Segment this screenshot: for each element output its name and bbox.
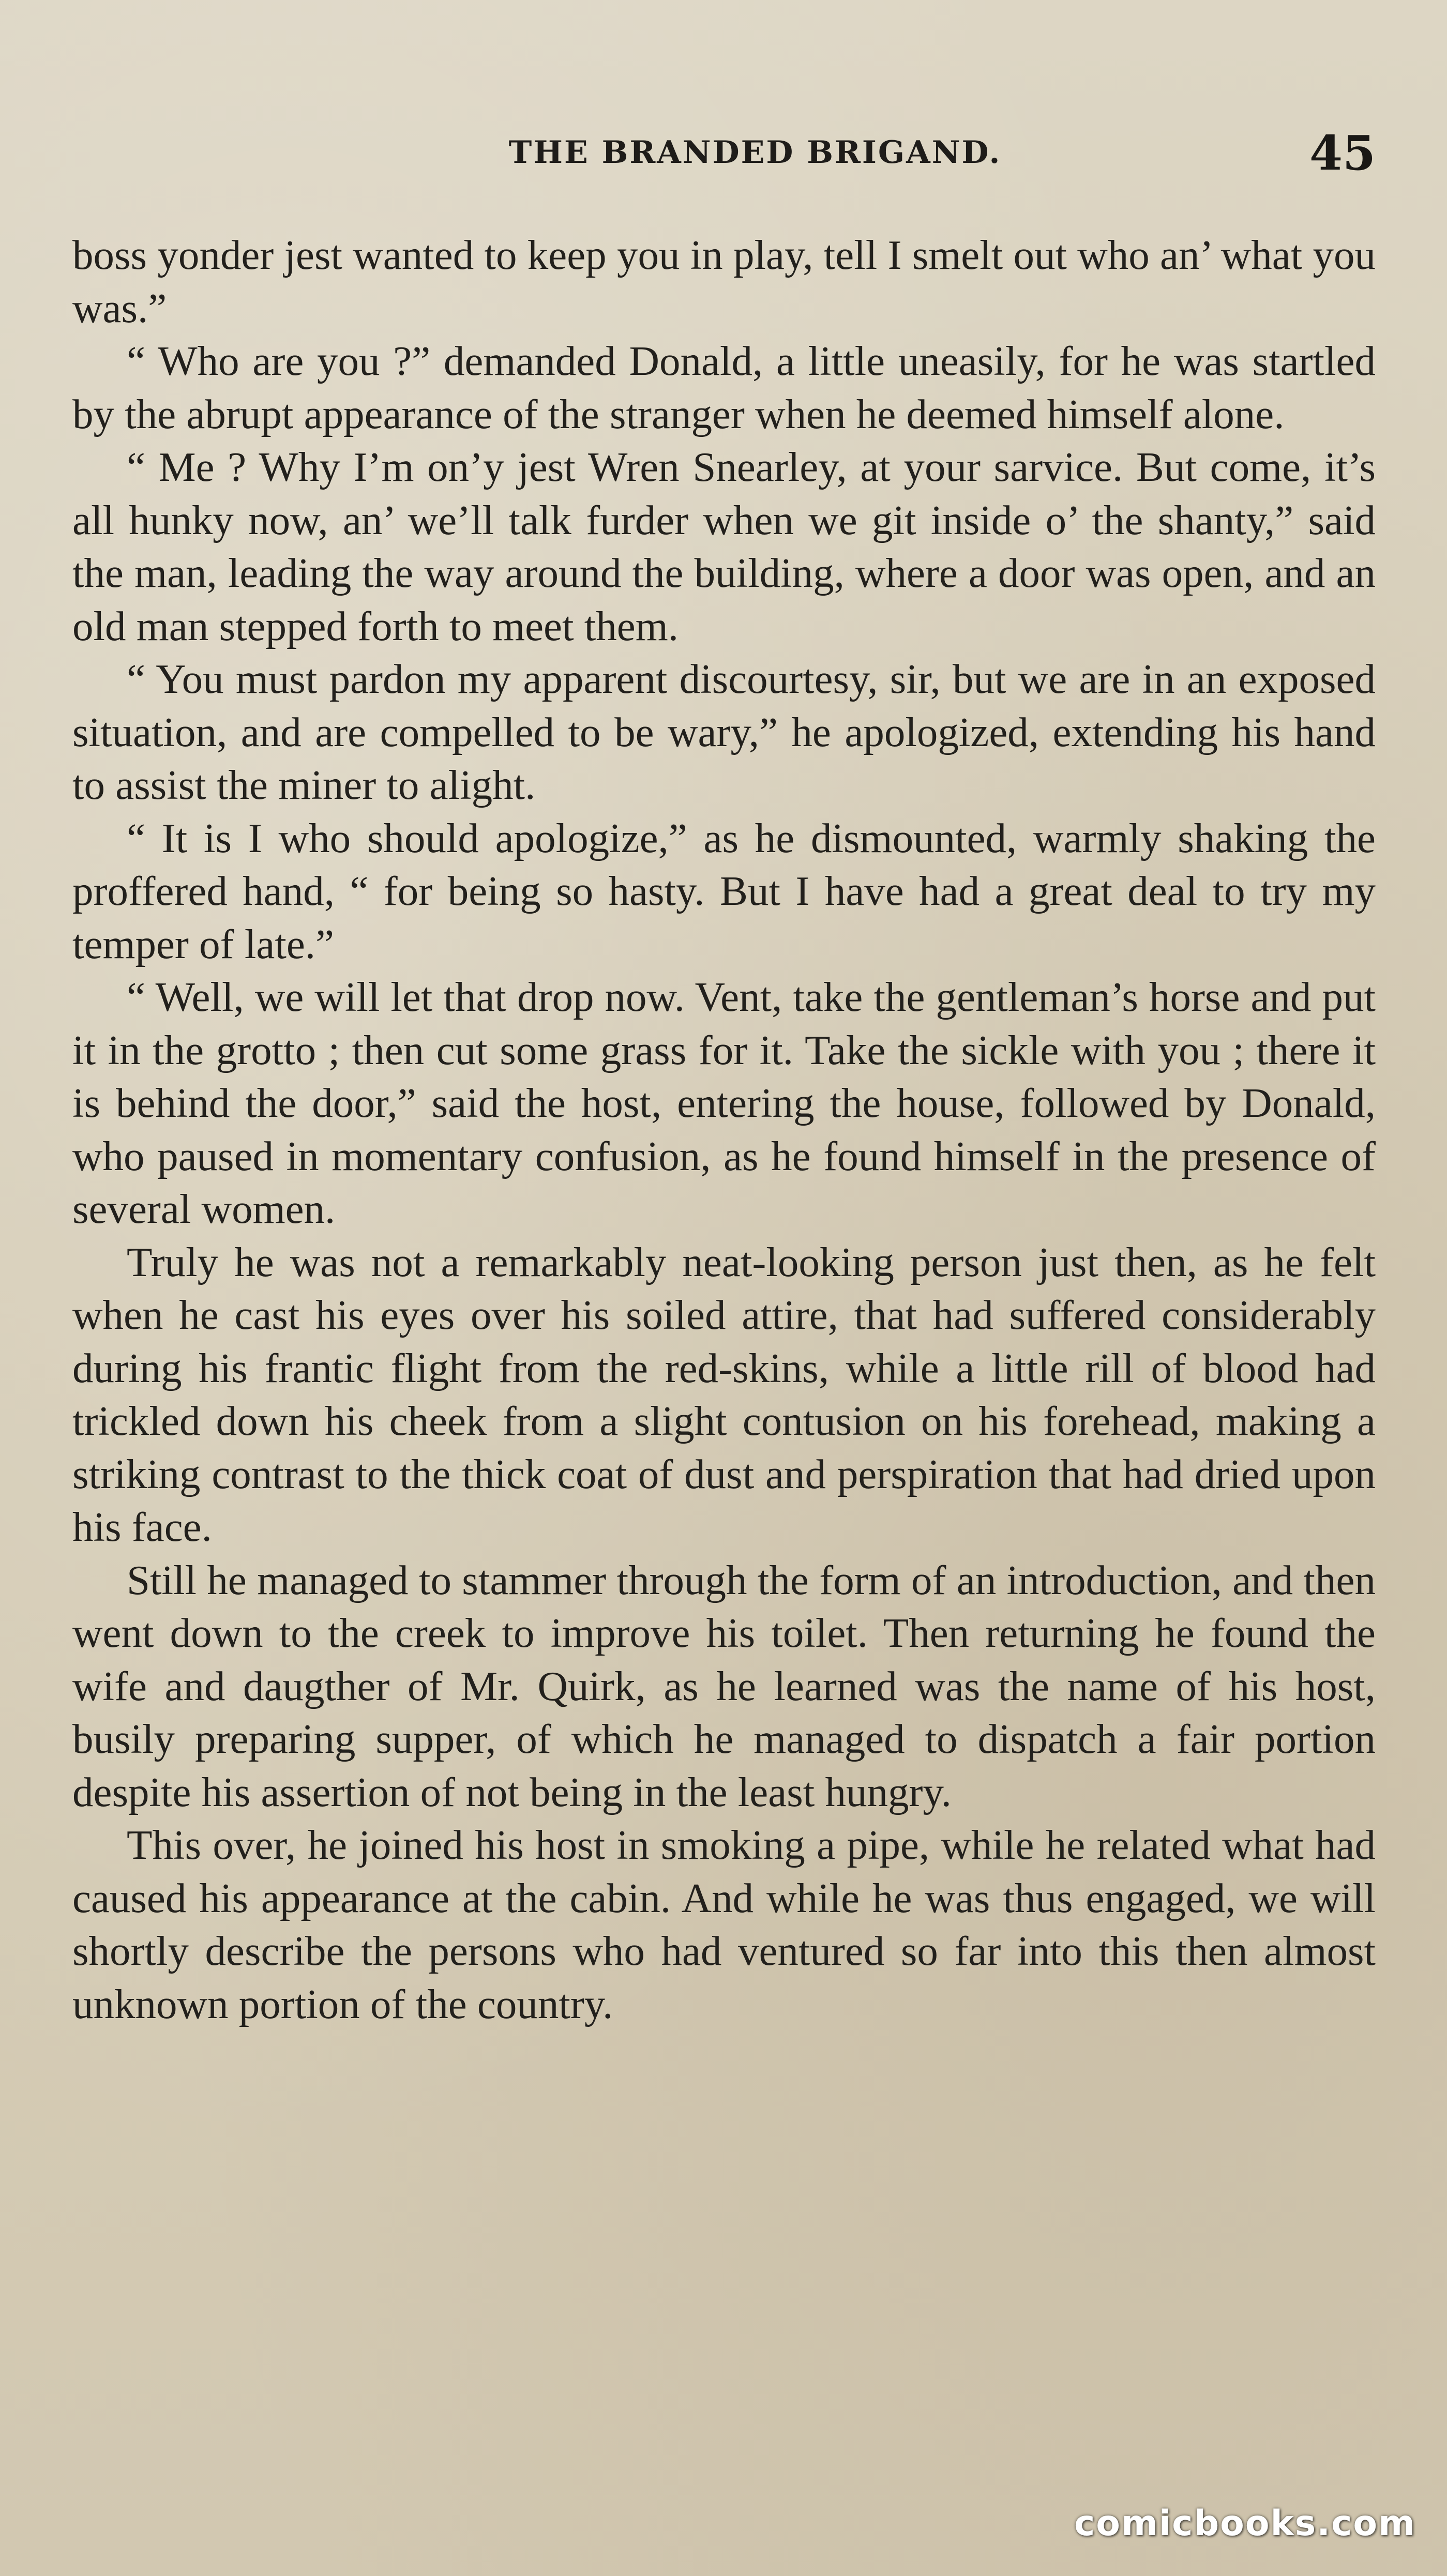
paragraph: “ Who are you ?” demanded Donald, a little uneasily, for he was startled by the abrupt appearance of the stranger when he deemed himself alone. — [72, 338, 1376, 437]
paragraph: “ It is I who should apologize,” as he dismounted, warmly shaking the proffered hand, “ for being so hasty. But I have had a great deal to try my temper of late.” — [72, 814, 1376, 967]
paragraph: Truly he was not a remarkably neat-looking person just then, as he felt when he cast his eyes over his soiled attire, that had suffered considerably during his frantic flight from the red-skins, while a little rill of blood had trickled down his cheek from a slight contusion on his forehead, making a striking contrast to the thick coat of dust and perspiration that had dried upon his face. — [72, 1238, 1376, 1550]
running-title: THE BRANDED BRIGAND. — [508, 134, 1002, 171]
paragraph: Still he managed to stammer through the form of an introduction, and then went down to the creek to improve his toilet. Then returning he found the wife and daugther of Mr. Quirk, as he learned was the name of his host, busily preparing supper, of which he managed to dispatch a fair portion despite his assertion of not being in the least hungry. — [72, 1556, 1376, 1815]
paragraph: “ You must pardon my apparent discourtesy, sir, but we are in an exposed situation, and are compelled to be wary,” he apologized, extending his hand to assist the miner to alight. — [72, 656, 1376, 808]
body-text — [72, 229, 1376, 2031]
watermark: comicbooks.com — [1074, 2503, 1416, 2544]
paragraph: “ Well, we will let that drop now. Vent, take the gentleman’s horse and put it in the grotto ; then cut some grass for it. Take the sickle with you ; there it is behind the door,” said the host, entering the house, followed by Donald, who paused in momentary confusion, as he found himself in the presence of several women. — [72, 974, 1376, 1232]
paragraph: boss yonder jest wanted to keep you in play, tell I smelt out who an’ what you was.” — [72, 232, 1376, 331]
paragraph: “ Me ? Why I’m on’y jest Wren Snearley, at your sarvice. But come, it’s all hunky now, an’ we’ll talk furder when we git inside o’ the shanty,” said the man, leading the way around the building, where a door was open, and an old man stepped forth to meet them. — [72, 444, 1376, 649]
running-header — [72, 125, 1376, 186]
page-number: 45 — [1309, 125, 1376, 181]
paragraph: This over, he joined his host in smoking a pipe, while he related what had caused his appearance at the cabin. And while he was thus engaged, we will shortly describe the persons who had ventured so far into this then almost unknown portion of the country. — [72, 1822, 1376, 2027]
